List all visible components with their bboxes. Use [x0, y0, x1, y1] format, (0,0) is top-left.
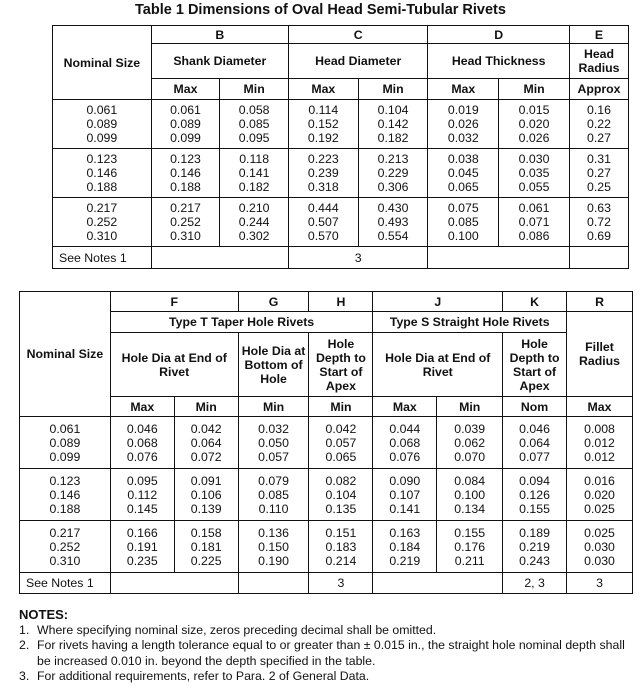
cell-value: 0.008 [584, 421, 615, 436]
cell-value: 0.126 [519, 487, 550, 502]
cell-value: 0.182 [238, 180, 270, 194]
cell-value: 0.071 [518, 215, 550, 229]
note-number: 3. [19, 669, 30, 683]
cell-value: 0.072 [190, 449, 222, 464]
cell-value: 0.095 [126, 473, 158, 488]
cell-value: 0.188 [49, 501, 81, 516]
cell-value: 0.112 [127, 487, 158, 502]
notes-ref-cell [238, 573, 309, 594]
nominal-size-cell [53, 100, 152, 149]
cell-value: 0.068 [126, 435, 158, 450]
cell-value: 0.020 [584, 487, 615, 502]
table-row [53, 100, 629, 149]
notes-ref-cell [151, 247, 288, 269]
cell-value: 0.104 [325, 487, 357, 502]
cell-value: 0.219 [519, 539, 550, 554]
cell-value: 0.184 [389, 539, 421, 554]
value-cell [220, 198, 289, 247]
notes-ref-cell [110, 573, 238, 594]
cell-value: 0.210 [238, 201, 270, 215]
subhead: Min [358, 79, 428, 100]
value-cell [238, 417, 309, 469]
col-letter-c: C [288, 26, 427, 44]
value-cell [428, 149, 499, 198]
see-notes-label: See Notes 1 [53, 247, 152, 269]
cell-value: 0.019 [447, 103, 479, 117]
note-text: For rivets having a length tolerance equal to or greater than ± 0.015 in., the straight hole nominal depth shall be increased 0.010 in. beyond the depth specified in the table. [37, 638, 625, 668]
note-item [19, 623, 634, 639]
col-letter-g: G [238, 292, 309, 312]
cell-value: 0.219 [389, 553, 421, 568]
notes-ref-cell [373, 573, 503, 594]
value-cell [220, 100, 289, 149]
notes-ref-cell: 3 [567, 573, 633, 594]
cell-value: 0.042 [190, 421, 222, 436]
subhead: Min [238, 397, 309, 417]
cell-value: 0.191 [126, 539, 158, 554]
cell-value: 0.430 [377, 201, 409, 215]
note-text: For additional requirements, refer to Para. 2 of General Data. [37, 669, 370, 683]
cell-value: 0.123 [170, 152, 201, 166]
cell-value: 0.176 [454, 539, 486, 554]
value-cell [569, 149, 628, 198]
table-row [20, 521, 633, 573]
cell-value: 0.223 [307, 152, 339, 166]
nominal-size-cell [53, 198, 152, 247]
notes-ref-cell [428, 247, 570, 269]
value-cell [220, 149, 289, 198]
value-cell [110, 417, 174, 469]
cell-value: 0.554 [377, 229, 409, 243]
table-row [20, 469, 633, 521]
value-cell [428, 198, 499, 247]
cell-value: 0.055 [518, 180, 550, 194]
cell-value: 0.025 [584, 525, 615, 540]
shank-diameter-header: Shank Diameter [151, 44, 288, 79]
value-cell [499, 149, 570, 198]
subhead: Max [428, 79, 499, 100]
cell-value: 0.032 [258, 421, 289, 436]
cell-value: 0.061 [86, 103, 118, 117]
cell-value: 0.225 [190, 553, 222, 568]
cell-value: 0.152 [307, 117, 339, 131]
cell-value: 0.057 [258, 449, 289, 464]
cell-value: 0.085 [238, 117, 270, 131]
table-row [20, 417, 633, 469]
cell-value: 0.089 [86, 117, 118, 131]
value-cell [437, 521, 503, 573]
nominal-size-header: Nominal Size [53, 26, 152, 100]
nominal-size-cell [20, 469, 111, 521]
cell-value: 0.72 [587, 215, 611, 229]
cell-value: 0.012 [584, 449, 615, 464]
col-letter-r: R [567, 292, 633, 312]
value-cell [151, 198, 220, 247]
cell-value: 0.044 [389, 421, 421, 436]
fillet-radius-header: Fillet Radius [567, 312, 633, 397]
cell-value: 0.077 [519, 449, 550, 464]
cell-value: 0.032 [447, 131, 479, 145]
cell-value: 0.114 [308, 103, 339, 117]
value-cell [358, 100, 428, 149]
cell-value: 0.123 [86, 152, 118, 166]
value-cell [110, 469, 174, 521]
notes-heading: NOTES: [19, 607, 69, 622]
cell-value: 0.026 [518, 131, 550, 145]
note-item [19, 638, 634, 669]
cell-value: 0.100 [454, 487, 486, 502]
value-cell [238, 521, 309, 573]
cell-value: 0.27 [587, 131, 611, 145]
cell-value: 0.217 [170, 201, 201, 215]
cell-value: 0.100 [447, 229, 479, 243]
cell-value: 0.27 [587, 166, 611, 180]
cell-value: 0.020 [518, 117, 550, 131]
cell-value: 0.244 [238, 215, 270, 229]
note-number: 1. [19, 622, 30, 637]
cell-value: 0.099 [86, 131, 118, 145]
subhead: Approx [569, 79, 628, 100]
table1-body [53, 100, 629, 247]
cell-value: 0.085 [447, 215, 479, 229]
value-cell [238, 469, 309, 521]
value-cell [373, 417, 437, 469]
cell-value: 0.183 [325, 539, 357, 554]
cell-value: 0.146 [86, 166, 118, 180]
cell-value: 0.046 [519, 421, 550, 436]
col-letter-j: J [373, 292, 503, 312]
cell-value: 0.082 [325, 473, 357, 488]
cell-value: 0.507 [307, 215, 339, 229]
subhead: Min [499, 79, 570, 100]
cell-value: 0.252 [86, 215, 118, 229]
cell-value: 0.015 [518, 103, 550, 117]
head-radius-header: Head Radius [569, 44, 628, 79]
value-cell [309, 521, 373, 573]
notes-ref-cell: 3 [288, 247, 427, 269]
cell-value: 0.141 [389, 501, 421, 516]
cell-value: 0.235 [126, 553, 158, 568]
table2-body [20, 417, 633, 573]
subhead: Max [567, 397, 633, 417]
notes-section [19, 607, 634, 685]
cell-value: 0.158 [190, 525, 222, 540]
value-cell [428, 100, 499, 149]
cell-value: 0.181 [190, 539, 222, 554]
hole-dia-bottom-header: Hole Dia at Bottom of Hole [238, 333, 309, 397]
col-letter-b: B [151, 26, 288, 44]
value-cell [569, 100, 628, 149]
type-t-header: Type T Taper Hole Rivets [110, 312, 373, 333]
cell-value: 0.057 [325, 435, 357, 450]
cell-value: 0.22 [587, 117, 611, 131]
subhead: Min [220, 79, 289, 100]
cell-value: 0.302 [238, 229, 270, 243]
cell-value: 0.151 [325, 525, 357, 540]
cell-value: 0.155 [519, 501, 550, 516]
value-cell [567, 417, 633, 469]
cell-value: 0.061 [518, 201, 550, 215]
cell-value: 0.188 [170, 180, 201, 194]
cell-value: 0.239 [307, 166, 339, 180]
cell-value: 0.045 [447, 166, 479, 180]
value-cell [174, 417, 238, 469]
cell-value: 0.25 [587, 180, 611, 194]
col-letter-d: D [428, 26, 570, 44]
cell-value: 0.243 [519, 553, 550, 568]
cell-value: 0.444 [307, 201, 339, 215]
cell-value: 0.146 [49, 487, 81, 502]
value-cell [174, 469, 238, 521]
cell-value: 0.062 [454, 435, 486, 450]
cell-value: 0.190 [258, 553, 289, 568]
oval-head-dimensions-table [52, 25, 629, 269]
cell-value: 0.089 [49, 435, 81, 450]
cell-value: 0.16 [587, 103, 611, 117]
subhead: Max [151, 79, 220, 100]
nominal-size-cell [20, 521, 111, 573]
note-text: Where specifying nominal size, zeros preceding decimal shall be omitted. [37, 622, 437, 637]
value-cell [567, 469, 633, 521]
cell-value: 0.016 [584, 473, 615, 488]
subhead: Max [110, 397, 174, 417]
cell-value: 0.046 [126, 421, 158, 436]
head-thickness-header: Head Thickness [428, 44, 570, 79]
cell-value: 0.118 [239, 152, 270, 166]
value-cell [309, 469, 373, 521]
cell-value: 0.136 [258, 525, 289, 540]
col-letter-e: E [569, 26, 628, 44]
cell-value: 0.166 [126, 525, 158, 540]
cell-value: 0.163 [389, 525, 421, 540]
cell-value: 0.135 [325, 501, 357, 516]
cell-value: 0.211 [454, 553, 485, 568]
cell-value: 0.025 [584, 501, 615, 516]
subhead: Max [373, 397, 437, 417]
value-cell [499, 198, 570, 247]
value-cell [567, 521, 633, 573]
cell-value: 0.030 [518, 152, 550, 166]
table-title: Table 1 Dimensions of Oval Head Semi-Tubular Rivets [135, 2, 506, 18]
value-cell [503, 469, 567, 521]
cell-value: 0.094 [519, 473, 550, 488]
table-row [53, 198, 629, 247]
hole-dimensions-table [19, 291, 633, 594]
cell-value: 0.150 [258, 539, 289, 554]
cell-value: 0.079 [258, 473, 289, 488]
value-cell [373, 521, 437, 573]
col-letter-k: K [503, 292, 567, 312]
note-item [19, 669, 634, 685]
cell-value: 0.106 [190, 487, 222, 502]
value-cell [437, 469, 503, 521]
value-cell [309, 417, 373, 469]
cell-value: 0.213 [377, 152, 409, 166]
cell-value: 0.214 [325, 553, 357, 568]
cell-value: 0.142 [377, 117, 409, 131]
cell-value: 0.217 [86, 201, 118, 215]
value-cell [569, 198, 628, 247]
straight-hole-dia-header: Hole Dia at End of Rivet [373, 333, 503, 397]
cell-value: 0.141 [238, 166, 270, 180]
nominal-size-cell [20, 417, 111, 469]
cell-value: 0.493 [377, 215, 409, 229]
cell-value: 0.012 [584, 435, 615, 450]
cell-value: 0.318 [307, 180, 339, 194]
type-s-header: Type S Straight Hole Rivets [373, 312, 567, 333]
nominal-size-cell [53, 149, 152, 198]
head-diameter-header: Head Diameter [288, 44, 427, 79]
cell-value: 0.217 [49, 525, 81, 540]
value-cell [503, 521, 567, 573]
cell-value: 0.042 [325, 421, 357, 436]
cell-value: 0.192 [307, 131, 339, 145]
value-cell [503, 417, 567, 469]
hole-depth-apex-header: Hole Depth to Start of Apex [309, 333, 373, 397]
col-letter-f: F [110, 292, 238, 312]
value-cell [358, 198, 428, 247]
subhead: Min [309, 397, 373, 417]
cell-value: 0.050 [258, 435, 289, 450]
value-cell [373, 469, 437, 521]
cell-value: 0.064 [190, 435, 222, 450]
cell-value: 0.061 [49, 421, 81, 436]
cell-value: 0.107 [389, 487, 421, 502]
value-cell [288, 149, 358, 198]
cell-value: 0.123 [49, 473, 81, 488]
cell-value: 0.110 [258, 501, 289, 516]
value-cell [151, 149, 220, 198]
cell-value: 0.065 [325, 449, 357, 464]
notes-ref-cell: 2, 3 [503, 573, 567, 594]
cell-value: 0.091 [190, 473, 222, 488]
cell-value: 0.026 [447, 117, 479, 131]
cell-value: 0.039 [454, 421, 486, 436]
cell-value: 0.090 [389, 473, 421, 488]
cell-value: 0.068 [389, 435, 421, 450]
value-cell [437, 417, 503, 469]
cell-value: 0.085 [258, 487, 289, 502]
notes-ref-cell [569, 247, 628, 269]
straight-hole-depth-header: Hole Depth to Start of Apex [503, 333, 567, 397]
cell-value: 0.058 [238, 103, 270, 117]
cell-value: 0.086 [518, 229, 550, 243]
cell-value: 0.145 [126, 501, 158, 516]
subhead: Max [288, 79, 358, 100]
col-letter-h: H [309, 292, 373, 312]
cell-value: 0.310 [86, 229, 118, 243]
cell-value: 0.69 [587, 229, 611, 243]
cell-value: 0.189 [519, 525, 550, 540]
cell-value: 0.310 [49, 553, 81, 568]
cell-value: 0.035 [518, 166, 550, 180]
cell-value: 0.070 [454, 449, 486, 464]
cell-value: 0.139 [190, 501, 222, 516]
cell-value: 0.095 [238, 131, 270, 145]
cell-value: 0.31 [587, 152, 611, 166]
value-cell [288, 198, 358, 247]
cell-value: 0.252 [49, 539, 81, 554]
cell-value: 0.306 [377, 180, 409, 194]
hole-dia-end-header: Hole Dia at End of Rivet [110, 333, 238, 397]
value-cell [358, 149, 428, 198]
cell-value: 0.075 [447, 201, 479, 215]
subhead: Min [174, 397, 238, 417]
value-cell [174, 521, 238, 573]
value-cell [499, 100, 570, 149]
value-cell [288, 100, 358, 149]
cell-value: 0.061 [170, 103, 201, 117]
cell-value: 0.030 [584, 539, 615, 554]
note-number: 2. [19, 638, 30, 652]
cell-value: 0.038 [447, 152, 479, 166]
value-cell [151, 100, 220, 149]
cell-value: 0.030 [584, 553, 615, 568]
cell-value: 0.182 [377, 131, 409, 145]
subhead: Nom [503, 397, 567, 417]
cell-value: 0.310 [170, 229, 201, 243]
cell-value: 0.155 [454, 525, 486, 540]
see-notes-label: See Notes 1 [20, 573, 111, 594]
cell-value: 0.104 [377, 103, 409, 117]
table-row [53, 149, 629, 198]
cell-value: 0.099 [49, 449, 81, 464]
nominal-size-header: Nominal Size [20, 292, 111, 417]
cell-value: 0.229 [377, 166, 409, 180]
cell-value: 0.065 [447, 180, 479, 194]
cell-value: 0.146 [170, 166, 201, 180]
cell-value: 0.089 [170, 117, 201, 131]
subhead: Min [437, 397, 503, 417]
cell-value: 0.570 [307, 229, 339, 243]
cell-value: 0.076 [126, 449, 158, 464]
cell-value: 0.188 [86, 180, 118, 194]
value-cell [110, 521, 174, 573]
cell-value: 0.064 [519, 435, 550, 450]
cell-value: 0.252 [170, 215, 201, 229]
cell-value: 0.084 [454, 473, 486, 488]
cell-value: 0.076 [389, 449, 421, 464]
cell-value: 0.134 [454, 501, 486, 516]
notes-ref-cell: 3 [309, 573, 373, 594]
cell-value: 0.63 [587, 201, 611, 215]
cell-value: 0.099 [170, 131, 201, 145]
